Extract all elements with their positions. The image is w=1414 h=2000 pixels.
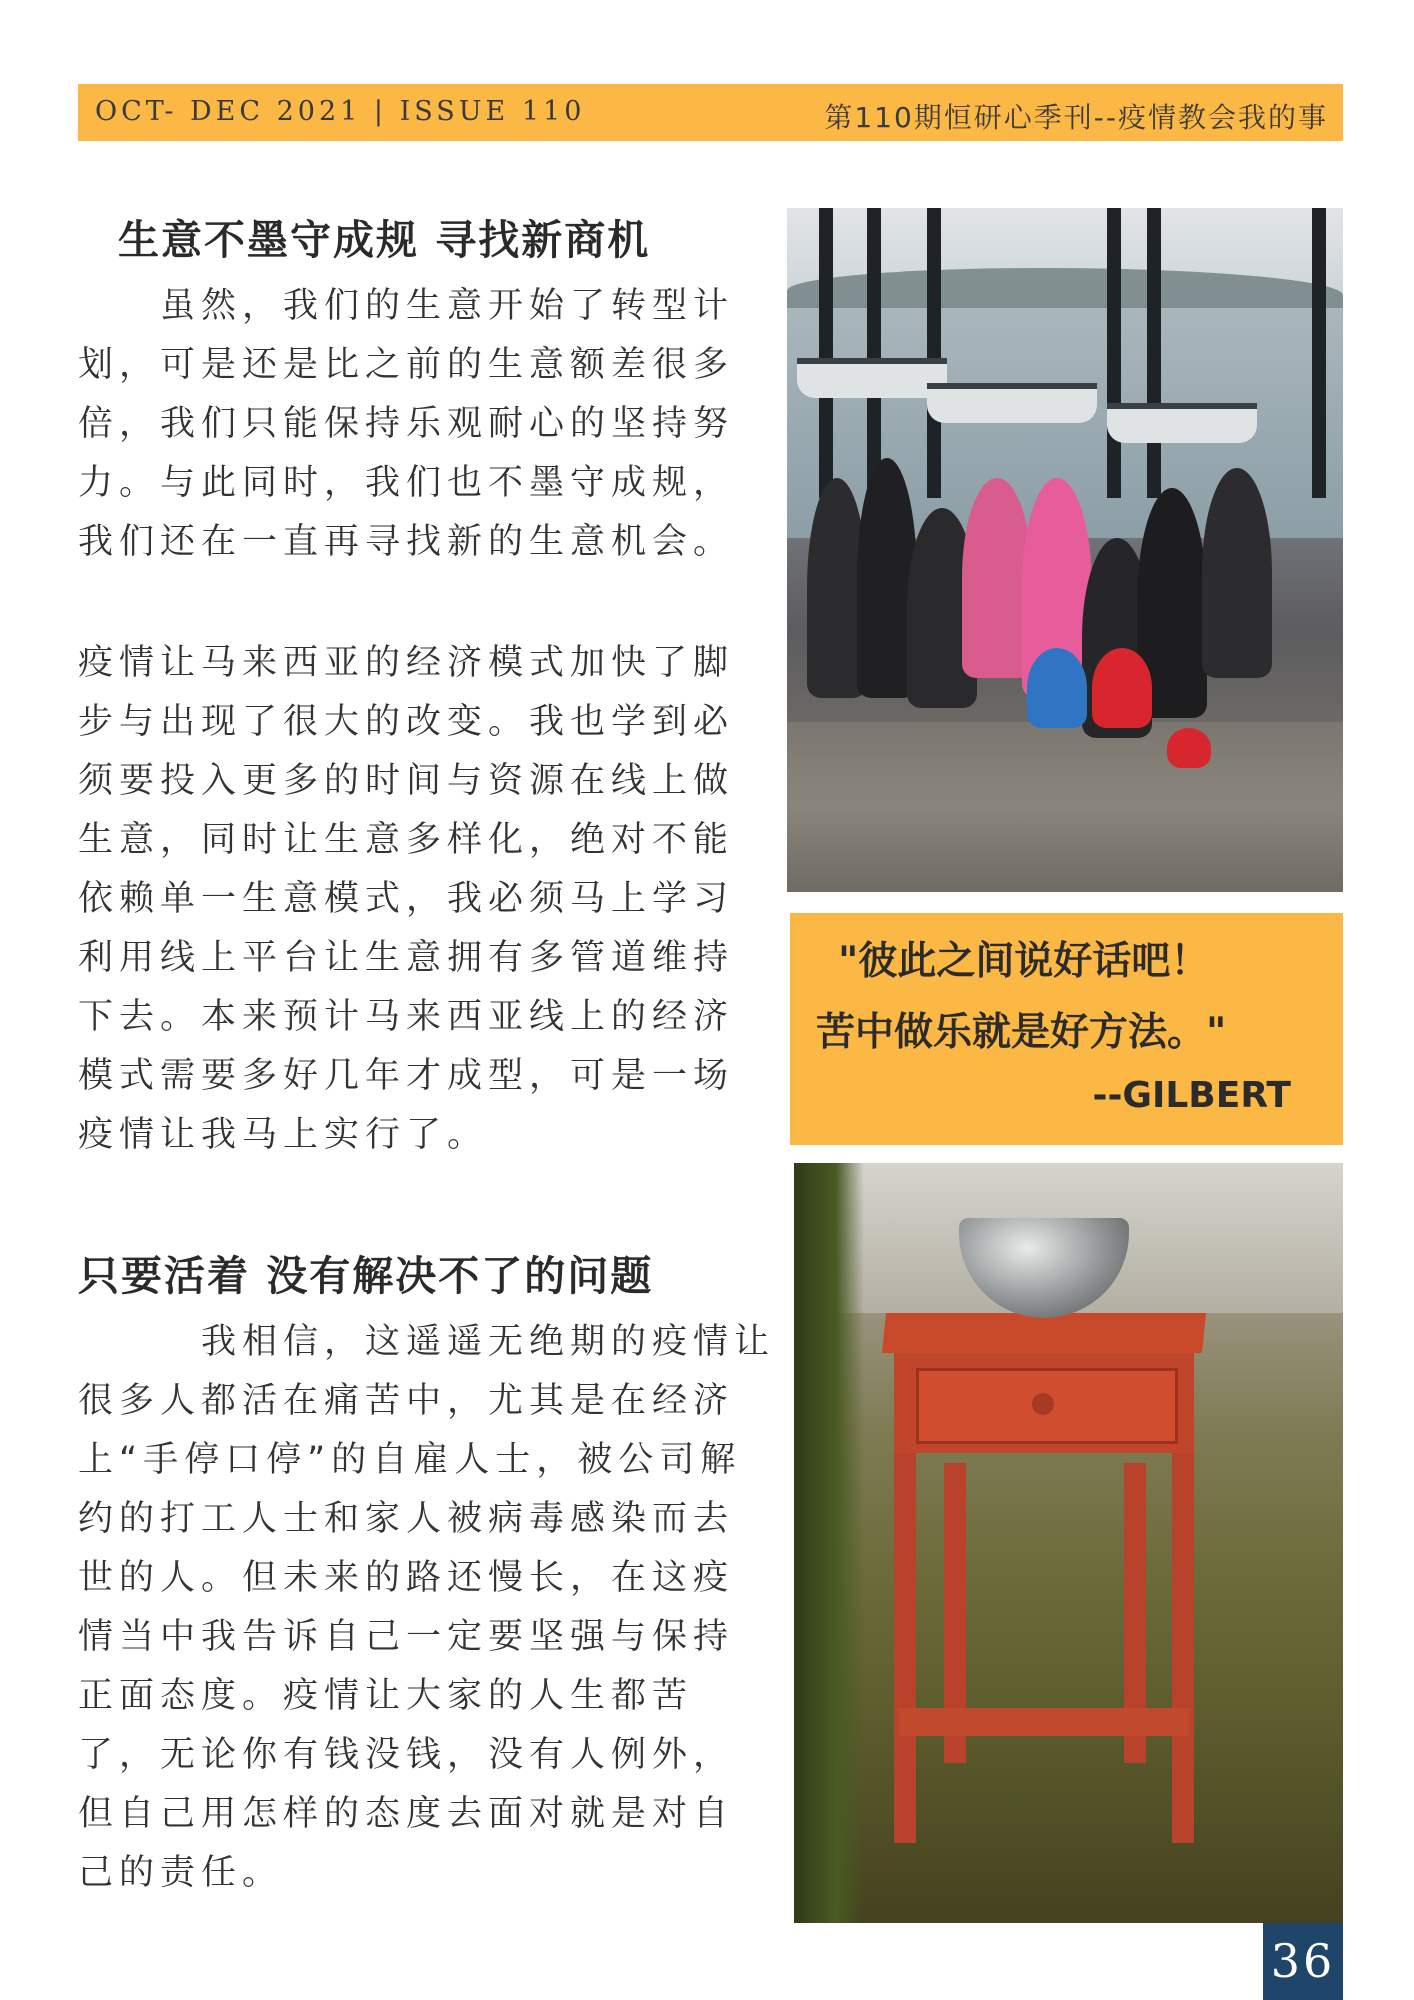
issue-title: 第110期恒研心季刊--疫情教会我的事 (824, 101, 1328, 134)
drawer-knob (1032, 1393, 1054, 1415)
pier-pillar (1312, 208, 1326, 498)
backpack (1092, 648, 1152, 728)
backpack (1027, 648, 1087, 728)
text-line: 己的责任。 (78, 1853, 284, 1893)
text-line: 划，可是还是比之前的生意额差很多 (78, 345, 735, 385)
text-line: 模式需要多好几年才成型，可是一场 (78, 1056, 735, 1096)
pier-pillar (1147, 208, 1161, 498)
text-line: 须要投入更多的时间与资源在线上做 (78, 761, 735, 801)
quote-text-line-1: "彼此之间说好话吧！ (838, 939, 1210, 984)
pier-pillar (927, 208, 941, 498)
table-leg (894, 1453, 916, 1843)
text-line: 力。与此同时，我们也不墨守成规， (78, 463, 735, 503)
group-photo (787, 208, 1343, 892)
text-line: 依赖单一生意模式，我必须马上学习 (78, 879, 735, 919)
section-heading-keep-living: 只要活着 没有解决不了的问题 (78, 1252, 654, 1300)
table-top (882, 1313, 1206, 1353)
text-line: 虽然，我们的生意开始了转型计 (78, 286, 735, 326)
header-bar (78, 84, 1343, 141)
text-line: 利用线上平台让生意拥有多管道维持 (78, 938, 735, 978)
pier-pillar (819, 208, 833, 498)
text-line: 情当中我告诉自己一定要坚强与保持 (78, 1617, 735, 1657)
text-line: 世的人。但未来的路还慢长，在这疫 (78, 1558, 735, 1598)
quote-author: --GILBERT (1092, 1075, 1291, 1116)
text-line: 生意，同时让生意多样化，绝对不能 (78, 820, 735, 860)
red-table-photo (794, 1163, 1343, 1923)
text-line: 疫情让马来西亚的经济模式加快了脚 (78, 643, 735, 683)
text-line: 疫情让我马上实行了。 (78, 1115, 489, 1155)
quote-box (790, 913, 1343, 1145)
issue-date: OCT- DEC 2021 | ISSUE 110 (95, 96, 586, 127)
text-line: 了，无论你有钱没钱，没有人例外， (78, 1735, 735, 1775)
boat (797, 358, 947, 398)
backpack (1167, 728, 1211, 768)
text-line: 上“手停口停”的自雇人士，被公司解 (78, 1440, 742, 1480)
text-line: 约的打工人士和家人被病毒感染而去 (78, 1499, 735, 1539)
text-line: 但自己用怎样的态度去面对就是对自 (78, 1794, 735, 1834)
pier-pillar (1107, 208, 1121, 498)
table-leg (1172, 1453, 1194, 1843)
photo-ground (787, 722, 1343, 892)
boat (1107, 403, 1257, 443)
table-shelf (899, 1708, 1189, 1736)
boat (927, 383, 1097, 423)
text-line: 我们还在一直再寻找新的生意机会。 (78, 522, 735, 562)
photo-leaves (794, 1163, 864, 1923)
text-line: 步与出现了很大的改变。我也学到必 (78, 702, 735, 742)
pier-pillar (867, 208, 881, 498)
text-line: 倍，我们只能保持乐观耐心的坚持努 (78, 404, 735, 444)
person (1202, 468, 1272, 678)
page-number: 36 (1263, 1923, 1343, 2000)
text-line: 很多人都活在痛苦中，尤其是在经济 (78, 1381, 735, 1421)
section-heading-new-business: 生意不墨守成规 寻找新商机 (118, 216, 651, 264)
text-line: 下去。本来预计马来西亚线上的经济 (78, 997, 735, 1037)
text-line: 我相信，这遥遥无绝期的疫情让 (78, 1322, 776, 1362)
text-line: 正面态度。疫情让大家的人生都苦 (78, 1676, 694, 1716)
quote-text-line-2: 苦中做乐就是好方法。" (816, 1010, 1227, 1055)
